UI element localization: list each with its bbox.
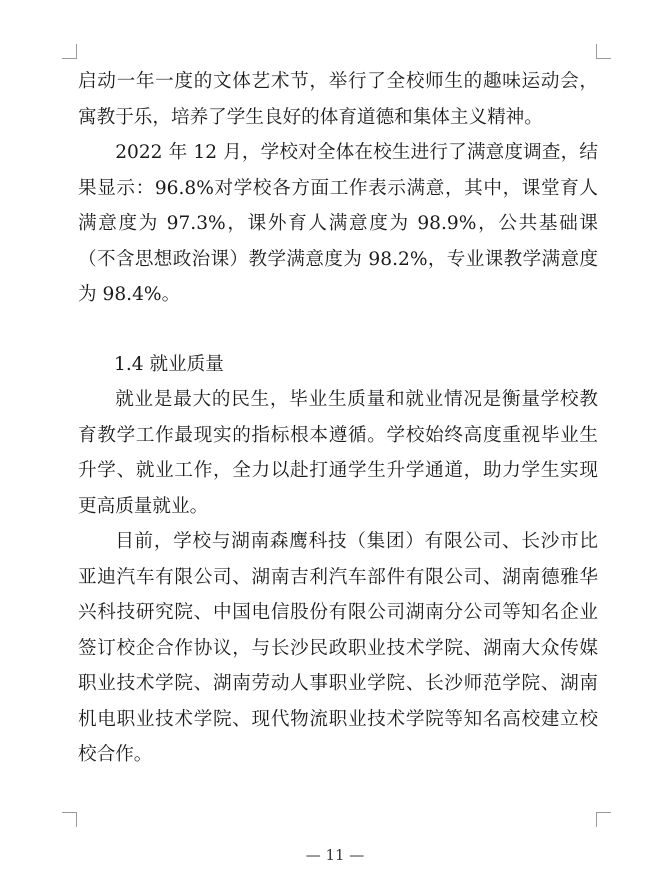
crop-mark-top-left	[62, 44, 77, 59]
section-spacer	[78, 313, 598, 347]
paragraph-cooperation: 目前，学校与湖南森鹰科技（集团）有限公司、长沙市比亚迪汽车有限公司、湖南吉利汽车部件有限公司、湖南德雅华兴科技研究院、中国电信股份有限公司湖南分公司等知名企业签订校企合作协议，与长沙民政职业技术学院、湖南大众传媒职业技术学院、湖南劳动人事职业学院、长沙师范学院、湖南机电职业技术学院、现代物流职业技术学院等知名高校建立校校合作。	[78, 531, 598, 765]
document-body	[78, 64, 598, 773]
crop-mark-bottom-left	[62, 812, 77, 827]
crop-mark-top-right	[596, 44, 611, 59]
paragraph-satisfaction-survey: 2022 年 12 月，学校对全体在校生进行了满意度调查，结果显示：96.8%对学校各方面工作表示满意，其中，课堂育人满意度为 97.3%，课外育人满意度为 98.9%，公共基础课（不含思想政治课）教学满意度为 98.2%，专业课教学满意度为 98.4%。	[78, 142, 598, 305]
paragraph-employment-intro: 就业是最大的民生，毕业生质量和就业情况是衡量学校教育教学工作最现实的指标根本遵循。学校始终高度重视毕业生升学、就业工作，全力以赴打通学生升学通道，助力学生实现更高质量就业。	[78, 389, 598, 517]
section-heading: 1.4 就业质量	[114, 353, 224, 375]
paragraph-continued: 启动一年一度的文体艺术节，举行了全校师生的趣味运动会，寓教于乐，培养了学生良好的体育道德和集体主义精神。	[78, 71, 598, 128]
crop-mark-bottom-right	[596, 812, 611, 827]
page-number: — 11 —	[305, 846, 365, 864]
